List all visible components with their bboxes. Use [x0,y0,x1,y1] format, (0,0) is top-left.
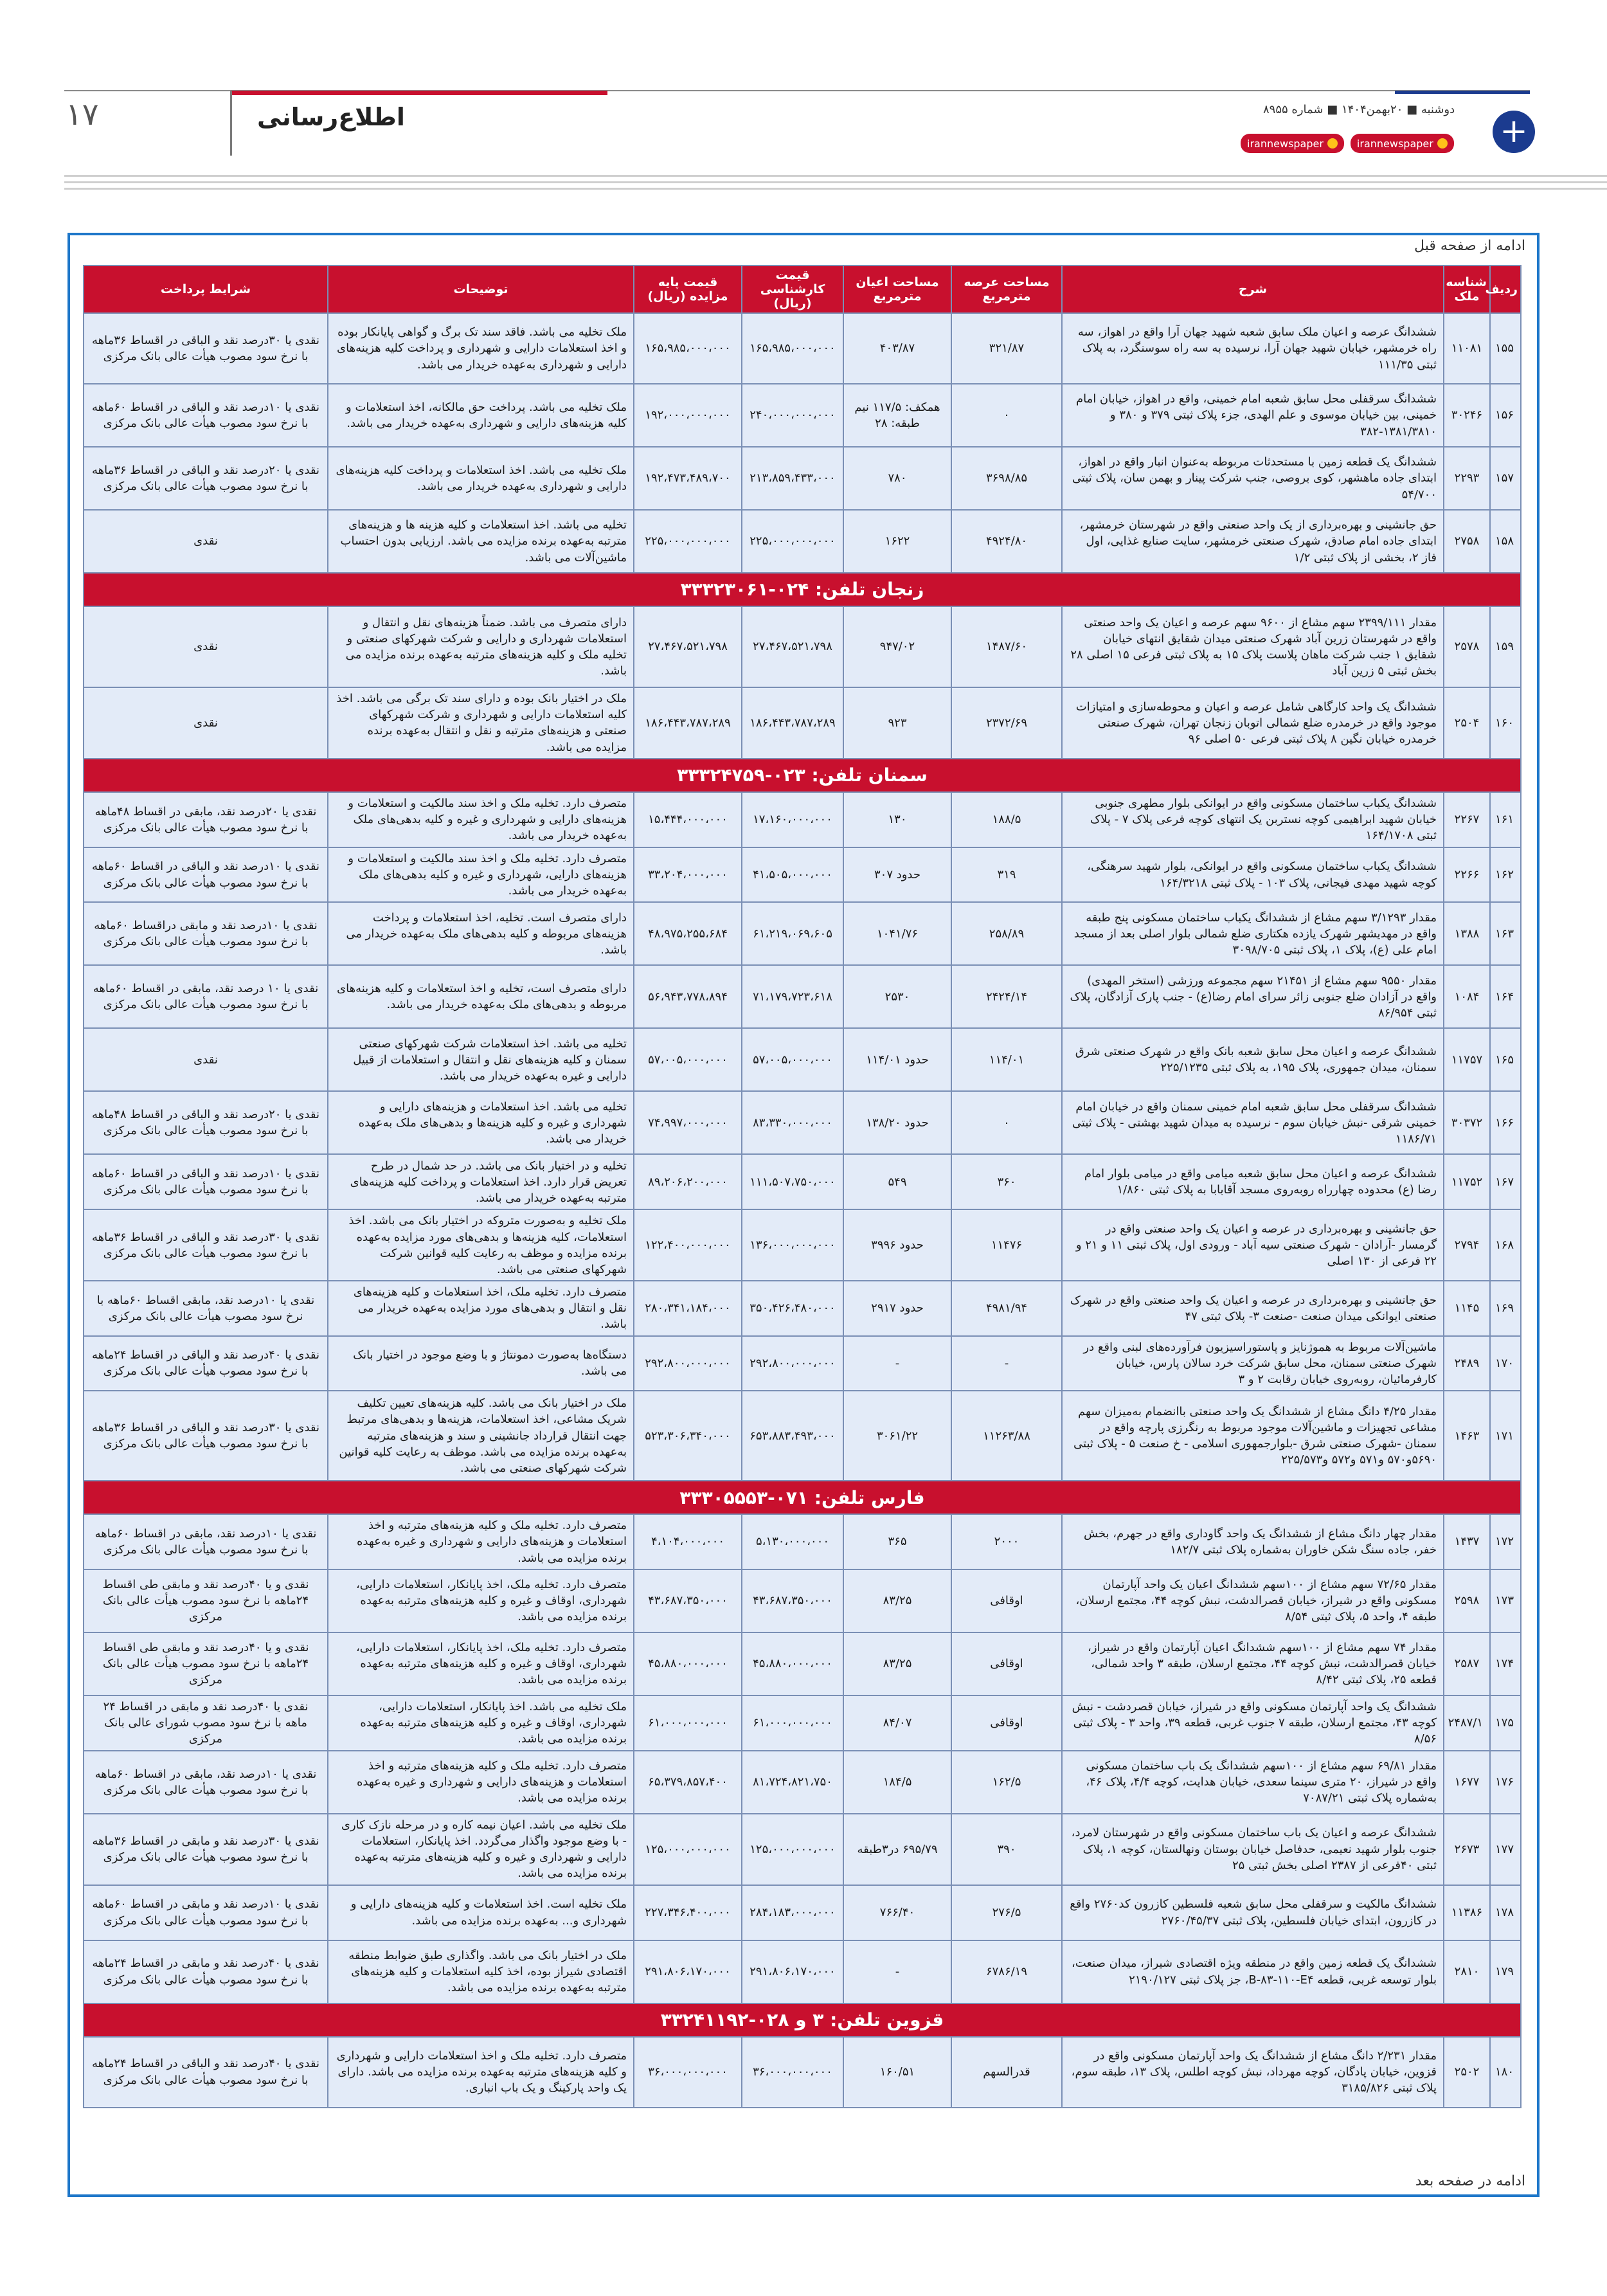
table-row [84,510,1521,573]
issue-info: دوشنبه ■ ۲۰بهمن۱۴۰۴ ■ شماره ۸۹۵۵ [1263,103,1455,116]
cell-desc: مقدار ۶۹/۸۱ سهم مشاع از ۱۰۰سهم ششدانگ یک باب ساختمان مسکونی واقع در شیراز، ۲۰ متری سینما سعدی، خیابان هدایت، کوچه ۴/۴، پلاک ۴۶، به‌شماره پلاک ثبتی ۷۰۸۷/۲۱ [1062,1751,1444,1814]
section-title: اطلاع‌رسانی [257,103,405,131]
cell-bld: ۱۶۲۲ [843,510,951,573]
table-row [84,1391,1521,1481]
cell-desc: مقدار ۷۴ سهم مشاع از ۱۰۰سهم ششدانگ اعیان آپارتمان واقع در شیراز، خیابان قصرالدشت، نبش کوچه ۴۴، مجتمع ارسلان، طبقه ۳ واحد شمالی، قطعه ۲۵، پلاک ثبتی ۸/۴۲ [1062,1632,1444,1695]
cell-note: متصرف دارد. تخلیه ملک، اخذ پایانکار، استعلامات دارایی، شهرداری، اوقاف و غیره و کلیه هزینه‌های مترتبه به‌عهده برنده مزایده می باشد. [328,1632,634,1695]
cell-note: متصرف دارد. تخلیه ملک و اخذ سند مالکیت و استعلامات و هزینه‌های دارایی، شهرداری و غیره و کلیه بدهی‌های ملک به‌عهده خریدار می باشد. [328,847,634,903]
cell-area: ۳۶۹۸/۸۵ [951,447,1062,510]
cell-exp: ۳۵۰،۴۲۶،۴۸۰،۰۰۰ [742,1281,843,1336]
cell-num: ۱۸۰ [1490,2037,1521,2108]
cell-code: ۲۵۸۷ [1444,1632,1490,1695]
column-header: شرح [1062,266,1444,313]
cell-exp: ۱۷،۱۶۰،۰۰۰،۰۰۰ [742,792,843,847]
cell-base: ۶۵،۳۷۹،۸۵۷،۴۰۰ [634,1751,742,1814]
cell-note: دستگاه‌ها به‌صورت دمونتاژ و با وضع موجود در اختیار بانک می باشد. [328,1336,634,1391]
cell-exp: ۷۱،۱۷۹،۷۲۳،۶۱۸ [742,965,843,1028]
cell-terms: نقدی [84,510,328,573]
cell-num: ۱۷۰ [1490,1336,1521,1391]
cell-desc: مقدار ۴/۲۵ دانگ مشاع از ششدانگ یک واحد صنعتی باانضمام به‌میزان سهم مشاعی تجهیزات و ماشین‌آلات موجود مربوط به رنگرزی پارچه واقع در سمنان -شهرک صنعتی شرق -بلوارجمهوری اسلامی - خ صنعت ۵ - پلاک ثبتی ۵۶۹۰و۵۷۰ و۵۷۱ و۵۷۲ و۲۲۵/۵۷۳ [1062,1391,1444,1481]
cell-terms: نقدی یا ۱۰درصد نقد، مابقی اقساط ۶۰ماهه با نرخ سود مصوب هیأت عالی بانک مرکزی [84,1281,328,1336]
cell-code: ۲۵۹۸ [1444,1569,1490,1632]
cell-note: ملک تخلیه می باشد. فاقد سند تک برگ و گواهی پایانکار بوده و اخذ استعلامات دارایی و شهرداری و پرداخت کلیه هزینه‌های دارایی و شهرداری به‌عهده خریدار می باشد. [328,313,634,384]
table-row [84,1569,1521,1632]
cell-exp: ۵،۱۳۰،۰۰۰،۰۰۰ [742,1514,843,1569]
cell-desc: ششدانگ یک قطعه زمین با مستحدثات مربوطه به‌عنوان انبار واقع در اهواز، ابتدای جاده ماهشهر، کوی بروصی، جنب شرکت پینار و بهمن سان، پلاک ثبتی ۵۴/۷۰۰ [1062,447,1444,510]
table-row [84,1885,1521,1940]
cell-num: ۱۷۳ [1490,1569,1521,1632]
cell-bld: - [843,1940,951,2003]
cell-code: ۲۴۸۹ [1444,1336,1490,1391]
cell-exp: ۸۳،۳۳۰،۰۰۰،۰۰۰ [742,1091,843,1154]
cell-base: ۱۲۵،۰۰۰،۰۰۰،۰۰۰ [634,1814,742,1885]
header-divider [64,188,1607,190]
cell-code: ۳۰۲۴۶ [1444,384,1490,447]
column-header: قیمت کارشناسی (ریال) [742,266,843,313]
cell-terms: نقدی یا ۱۰درصد نقد و الباقی در اقساط ۶۰ماهه با نرخ سود مصوب هیأت عالی بانک مرکزی [84,847,328,903]
cell-exp: ۸۱،۷۲۴،۸۲۱،۷۵۰ [742,1751,843,1814]
cell-num: ۱۶۴ [1490,965,1521,1028]
cell-bld: ۱۰۴۱/۷۶ [843,902,951,965]
cell-bld: ۹۲۳ [843,687,951,759]
cell-desc: مقدار ۳/۱۲۹۳ سهم مشاع از ششدانگ یکباب ساختمان مسکونی پنج طبقه واقع در مهدیشهر شهرک یازده هکتاری ضلع شمالی بلوار اصلی بعد از مسجد امام علی (ع)، پلاک ۱، پلاک ثبتی ۳۰۹۸/۷۰۵ [1062,902,1444,965]
cell-area: ۱۱۴۷۶ [951,1209,1062,1281]
column-header: قیمت پایه مزایده (ریال) [634,266,742,313]
cell-num: ۱۶۶ [1490,1091,1521,1154]
cell-area: - [951,1336,1062,1391]
cell-terms: نقدی یا ۲۰درصد نقد و الباقی در اقساط ۳۶ماهه با نرخ سود مصوب هیأت عالی بانک مرکزی [84,447,328,510]
social-handle-instagram[interactable]: irannewspaper [1241,134,1344,153]
cell-area: قدرالسهم [951,2037,1062,2108]
cell-area: ۱۶۲/۵ [951,1751,1062,1814]
cell-note: دارای متصرف است، تخلیه و اخذ استعلامات و کلیه هزینه‌های مربوطه و بدهی‌های ملک به‌عهده خریدار می باشد. [328,965,634,1028]
cell-note: تخلیه می باشد. اخذ استعلامات و کلیه هزینه ها و هزینه‌های مترتبه به‌عهده برنده مزایده می باشد. ارزیابی بدون احتساب ماشین‌آلات می باشد. [328,510,634,573]
cell-bld: ۴۰۳/۸۷ [843,313,951,384]
cell-code: ۱۱۴۵ [1444,1281,1490,1336]
table-row [84,1336,1521,1391]
brand-accent-bar [1395,91,1530,94]
cell-terms: نقدی یا ۱۰درصد نقد و مابقی دراقساط ۶۰ماهه با نرخ سود مصوب هیأت عالی بانک مرکزی [84,902,328,965]
cell-note: ملک تخلیه می باشد. اخذ پایانکار، استعلامات دارایی، شهرداری، اوقاف و غیره و کلیه هزینه‌های مترتبه به‌عهده برنده مزایده می باشد. [328,1695,634,1751]
cell-base: ۳۶،۰۰۰،۰۰۰،۰۰۰ [634,2037,742,2108]
cell-terms: نقدی یا ۴۰درصد نقد و الباقی در اقساط ۲۴ماهه با نرخ سود مصوب هیأت عالی بانک مرکزی [84,2037,328,2108]
column-header: مساحت اعیان مترمربع [843,266,951,313]
cell-terms: نقدی یا ۴۰درصد نقد و الباقی در اقساط ۲۴ماهه با نرخ سود مصوب هیأت عالی بانک مرکزی [84,1336,328,1391]
cell-exp: ۱۲۵،۰۰۰،۰۰۰،۰۰۰ [742,1814,843,1885]
cell-desc: ششدانگ یک واحد کارگاهی شامل عرصه و اعیان و محوطه‌سازی و امتیازات موجود واقع در خرمدره ضلع شمالی اتوبان زنجان تهران، شهرک صنعتی خرمدره خیابان نگین ۸ پلاک ثبتی فرعی ۵۰ اصلی ۹۶ [1062,687,1444,759]
cell-exp: ۲۹۱،۸۰۶،۱۷۰،۰۰۰ [742,1940,843,2003]
table-row [84,1028,1521,1091]
cell-area: ۲۳۷۲/۶۹ [951,687,1062,759]
cell-code: ۱۰۸۴ [1444,965,1490,1028]
table-row [84,447,1521,510]
table-row [84,1514,1521,1569]
cell-num: ۱۶۰ [1490,687,1521,759]
cell-code: ۲۵۰۲ [1444,2037,1490,2108]
cell-bld: ۳۰۶۱/۲۲ [843,1391,951,1481]
cell-base: ۱۸۶،۴۴۳،۷۸۷،۲۸۹ [634,687,742,759]
cell-terms: نقدی و یا ۴۰درصد نقد و مابقی طی اقساط ۲۴ماهه با نرخ سود مصوب هیأت عالی بانک مرکزی [84,1569,328,1632]
cell-code: ۲۲۹۳ [1444,447,1490,510]
cell-note: ملک تخلیه می باشد. پرداخت حق مالکانه، اخذ استعلامات و کلیه هزینه‌های دارایی و شهرداری به‌عهده خریدار می باشد. [328,384,634,447]
cell-exp: ۱۱۱،۵۰۷،۷۵۰،۰۰۰ [742,1154,843,1209]
cell-num: ۱۷۸ [1490,1885,1521,1940]
cell-note: ملک تخلیه می باشد. اخذ استعلامات و پرداخت کلیه هزینه‌های دارایی و شهرداری به‌عهده خریدار می باشد. [328,447,634,510]
cell-num: ۱۶۵ [1490,1028,1521,1091]
cell-area: ۶۷۸۶/۱۹ [951,1940,1062,2003]
cell-base: ۲۷،۴۶۷،۵۲۱،۷۹۸ [634,606,742,687]
cell-exp: ۶۱،۰۰۰،۰۰۰،۰۰۰ [742,1695,843,1751]
cell-terms: نقدی و یا ۴۰درصد نقد و مابقی طی اقساط ۲۴ماهه با نرخ سود مصوب هیأت عالی بانک مرکزی [84,1632,328,1695]
table-row [84,847,1521,903]
province-contact: فارس تلفن: ۰۷۱-۳۳۳۰۵۵۵۳ [84,1481,1521,1514]
cell-desc: ششدانگ عرصه و اعیان ملک سابق شعبه شهید جهان آرا واقع در اهواز، سه راه خرمشهر، خیابان شهید جهان آرا، نرسیده به سه راه سوسنگرد، به پلاک ثبتی ۱۱۱/۳۵ [1062,313,1444,384]
cell-num: ۱۷۵ [1490,1695,1521,1751]
auction-listing-frame [67,233,1540,2197]
cell-note: ملک در اختیار بانک می باشد. کلیه هزینه‌های تعیین تکلیف شریک مشاعی، اخذ استعلامات، هزینه‌ها و بدهی‌های مرتبط جهت انتقال قرارداد جانشینی و سند و هزینه‌های مترتبه به‌عهده برنده مزایده می باشد. موظف به رعایت کلیه قوانین شرکت شهرکهای صنعتی می باشد. [328,1391,634,1481]
cell-exp: ۶۱،۲۱۹،۰۶۹،۶۰۵ [742,902,843,965]
cell-desc: ششدانگ یک قطعه زمین واقع در منطقه ویژه اقتصادی شیراز، میدان صنعت، بلوار توسعه غربی، قطعه B-۸۳-۱۱۰-E۴، جز پلاک ثبتی ۲۱۹۰/۱۲۷ [1062,1940,1444,2003]
page-number: ۱۷ [66,96,99,132]
cell-code: ۲۵۷۸ [1444,606,1490,687]
cell-terms: نقدی [84,606,328,687]
column-header: ردیف [1490,266,1521,313]
cell-area: ۱۴۸۷/۶۰ [951,606,1062,687]
cell-desc: ششدانگ عرصه و اعیان محل سابق شعبه میامی واقع در میامی بلوار امام رضا (ع) محدوده چهارراه روبه‌روی مسجد آقابابا به پلاک ثبتی ۱/۸۶۰ [1062,1154,1444,1209]
cell-exp: ۶۵۳،۸۸۳،۴۹۳،۰۰۰ [742,1391,843,1481]
table-row [84,792,1521,847]
cell-terms: نقدی یا ۱۰درصد نقد و مابقی در اقساط ۶۰ماهه با نرخ سود مصوب هیأت عالی بانک مرکزی [84,1885,328,1940]
cell-base: ۴۵،۸۸۰،۰۰۰،۰۰۰ [634,1632,742,1695]
cell-exp: ۴۳،۶۸۷،۳۵۰،۰۰۰ [742,1569,843,1632]
cell-terms: نقدی یا ۳۰درصد نقد و مابقی در اقساط ۳۶ماهه با نرخ سود مصوب هیأت عالی بانک مرکزی [84,1814,328,1885]
cell-area: ۰ [951,1091,1062,1154]
cell-num: ۱۷۱ [1490,1391,1521,1481]
cell-note: ملک تخلیه و به‌صورت متروکه در اختیار بانک می باشد. اخذ استعلامات، کلیه هزینه‌ها و بدهی‌های مورد مزایده به‌عهده برنده مزایده و موظف به رعایت کلیه قوانین شرکت شهرکهای صنعتی می باشد. [328,1209,634,1281]
cell-code: ۳۰۳۷۲ [1444,1091,1490,1154]
cell-bld: ۱۸۴/۵ [843,1751,951,1814]
cell-note: متصرف دارد. تخلیه ملک و اخذ سند مالکیت و استعلامات و هزینه‌های دارایی و شهرداری و غیره و کلیه بدهی‌های ملک به‌عهده خریدار می باشد. [328,792,634,847]
table-body [84,313,1521,2108]
cell-note: متصرف دارد. تخلیه ملک، اخذ پایانکار، استعلامات دارایی، شهرداری، اوقاف و غیره و کلیه هزینه‌های مترتبه به‌عهده برنده مزایده می باشد. [328,1569,634,1632]
table-row [84,1632,1521,1695]
cell-code: ۱۶۷۷ [1444,1751,1490,1814]
cell-bld: حدود ۳۰۷ [843,847,951,903]
cell-note: ملک در اختیار بانک بوده و دارای سند تک برگی می باشد. اخذ کلیه استعلامات دارایی و شهرداری و شرکت شهرکهای صنعتی و هزینه‌های مترتبه و نقل و انتقال به‌عهده برنده مزایده می باشد. [328,687,634,759]
cell-num: ۱۵۷ [1490,447,1521,510]
cell-exp: ۴۱،۵۰۵،۰۰۰،۰۰۰ [742,847,843,903]
instagram-icon [1327,138,1338,149]
cell-exp: ۱۳۶،۰۰۰،۰۰۰،۰۰۰ [742,1209,843,1281]
cell-desc: ششدانگ یک واحد آپارتمان مسکونی واقع در شیراز، خیابان قصردشت - نبش کوچه ۴۳، مجتمع ارسلان، طبقه ۷ جنوب غربی، قطعه ۳۹، واحد ۳ - پلاک ثبتی ۸/۵۶ [1062,1695,1444,1751]
cell-exp: ۲۲۵،۰۰۰،۰۰۰،۰۰۰ [742,510,843,573]
cell-note: متصرف دارد. تخلیه ملک، اخذ استعلامات و کلیه هزینه‌های نقل و انتقال و بدهی‌های مورد مزایده به‌عهده خریدار می باشد. [328,1281,634,1336]
cell-bld: حدود ۲۹۱۷ [843,1281,951,1336]
cell-base: ۱۹۲،۴۷۳،۴۸۹،۷۰۰ [634,447,742,510]
newspaper-logo[interactable]: + [1493,111,1535,153]
cell-desc: ششدانگ مالکیت و سرقفلی محل سابق شعبه فلسطین کازرون کد۲۷۶۰ واقع در کازرون، ابتدای خیابان فلسطین، پلاک ثبتی ۲۷۶۰/۴۵/۳۷ [1062,1885,1444,1940]
cell-base: ۲۲۷،۳۴۶،۴۰۰،۰۰۰ [634,1885,742,1940]
cell-base: ۲۹۲،۸۰۰،۰۰۰،۰۰۰ [634,1336,742,1391]
cell-code: ۱۱۷۵۲ [1444,1154,1490,1209]
cell-note: ملک در اختیار بانک می باشد. واگذاری طبق ضوابط منطقه اقتصادی شیراز بوده، اخذ کلیه استعلامات و کلیه هزینه‌های مترتبه به‌عهده برنده مزایده می باشد. [328,1940,634,2003]
table-row [84,687,1521,759]
cell-code: ۲۲۶۶ [1444,847,1490,903]
cell-code: ۲۴۸۷/۱ [1444,1695,1490,1751]
cell-base: ۴۳،۶۸۷،۳۵۰،۰۰۰ [634,1569,742,1632]
cell-area: ۰ [951,384,1062,447]
cell-code: ۱۴۳۷ [1444,1514,1490,1569]
cell-bld: ۳۶۵ [843,1514,951,1569]
cell-bld: ۱۳۰ [843,792,951,847]
cell-num: ۱۵۶ [1490,384,1521,447]
cell-terms: نقدی یا ۳۰درصد نقد و الباقی در اقساط ۳۶ماهه با نرخ سود مصوب هیأت عالی بانک مرکزی [84,1391,328,1481]
table-row [84,1281,1521,1336]
table-row [84,1751,1521,1814]
cell-base: ۸۹،۲۰۶،۲۰۰،۰۰۰ [634,1154,742,1209]
cell-bld: ۸۳/۲۵ [843,1569,951,1632]
cell-area: ۴۹۲۴/۸۰ [951,510,1062,573]
province-contact: زنجان تلفن: ۰۲۴-۳۳۳۲۳۰۶۱ [84,573,1521,606]
cell-num: ۱۶۳ [1490,902,1521,965]
cell-base: ۴۸،۹۷۵،۲۵۵،۶۸۴ [634,902,742,965]
cell-area: اوقافی [951,1695,1062,1751]
social-handle-telegram[interactable]: irannewspaper [1351,134,1454,153]
cell-base: ۱۵،۴۴۴،۰۰۰،۰۰۰ [634,792,742,847]
cell-bld: ۶۹۵/۷۹ در۳طبقه [843,1814,951,1885]
cell-exp: ۲۷،۴۶۷،۵۲۱،۷۹۸ [742,606,843,687]
cell-code: ۱۱۷۵۷ [1444,1028,1490,1091]
cell-exp: ۲۱۳،۸۵۹،۴۳۳،۰۰۰ [742,447,843,510]
cell-terms: نقدی یا ۱۰درصد نقد و الباقی در اقساط ۶۰ماهه با نرخ سود مصوب هیأت عالی بانک مرکزی [84,1154,328,1209]
cell-terms: نقدی یا ۱۰درصد نقد، مابقی در اقساط ۶۰ماهه با نرخ سود مصوب هیأت عالی بانک مرکزی [84,1514,328,1569]
cell-area: ۲۷۶/۵ [951,1885,1062,1940]
cell-exp: ۳۶،۰۰۰،۰۰۰،۰۰۰ [742,2037,843,2108]
cell-num: ۱۵۵ [1490,313,1521,384]
cell-area: ۱۱۲۶۳/۸۸ [951,1391,1062,1481]
cell-desc: ششدانگ یکباب ساختمان مسکونی واقع در ایوانکی بلوار مطهری جنوبی خیابان شهید ابراهیمی کوچه نستربن یک انتهای کوچه فرعی پلاک ۷ - پلاک ثبتی ۱۶۴/۱۷۰۸ [1062,792,1444,847]
table-row [84,1209,1521,1281]
cell-bld: حدود ۳۹۹۶ [843,1209,951,1281]
province-contact: سمنان تلفن: ۰۲۳-۳۳۳۲۴۷۵۹ [84,759,1521,792]
cell-desc: ششدانگ عرصه و اعیان یک باب ساختمان مسکونی واقع در شهرستان لامرد، جنوب بلوار شهید نعیمی، حدفاصل خیابان بوستان ونهالستان، کوچه ۱، پلاک ثبتی ۴۰فرعی از ۲۳۸۷ اصلی بخش ثبتی ۲۵ [1062,1814,1444,1885]
cell-code: ۱۱۳۸۶ [1444,1885,1490,1940]
table-header-row [84,266,1521,313]
cell-terms: نقدی [84,1028,328,1091]
cell-code: ۲۵۰۴ [1444,687,1490,759]
cell-base: ۲۸۰،۳۴۱،۱۸۴،۰۰۰ [634,1281,742,1336]
province-header-row [84,573,1521,606]
cell-note: ملک تخلیه می باشد. اعیان نیمه کاره و در مرحله نازک کاری - با وضع موجود واگذار می‌گردد. اخذ پایانکار، استعلامات دارایی و شهرداری و غیره و کلیه هزینه‌های مترتبه به‌عهده برنده مزایده می باشد. [328,1814,634,1885]
cell-code: ۱۱۰۸۱ [1444,313,1490,384]
cell-desc: ششدانگ سرقفلی محل سابق شعبه امام خمینی سمنان واقع در خیابان امام خمینی شرقی -نبش خیابان سوم - نرسیده به میدان شهید بهشتی - پلاک ثبتی ۱۱۸۶/۷۱ [1062,1091,1444,1154]
cell-terms: نقدی یا ۲۰درصد نقد و الباقی در اقساط ۴۸ماهه با نرخ سود مصوب هیأت عالی بانک مرکزی [84,1091,328,1154]
cell-desc: ماشین‌آلات مربوط به هموژنایز و پاستوراسیزیون فرآورده‌های لبنی واقع در شهرک صنعتی سمنان، محل سابق شرکت خرد سالان پارس، خیابان کارفرمائیان، روبه‌روی خیابان رقابت ۲ و ۳ [1062,1336,1444,1391]
cell-bld: ۹۴۷/۰۲ [843,606,951,687]
cell-area: ۱۸۸/۵ [951,792,1062,847]
cell-desc: حق جانشینی و بهره‌برداری در عرصه و اعیان یک واحد صنعتی واقع در شهرک صنعتی ایوانکی میدان صنعت -صنعت ۳- پلاک ثبتی ۴۷ [1062,1281,1444,1336]
cell-bld: ۱۶۰/۵۱ [843,2037,951,2108]
cell-area: ۲۴۲۴/۱۴ [951,965,1062,1028]
table-row [84,902,1521,965]
cell-desc: ششدانگ عرصه و اعیان محل سابق شعبه بانک واقع در شهرک صنعتی شرق سمنان، میدان جمهوری، پلاک ۱۹۵، به پلاک ثبتی ۲۲۵/۱۲۳۵ [1062,1028,1444,1091]
cell-area: ۲۰۰۰ [951,1514,1062,1569]
cell-area: ۲۵۸/۸۹ [951,902,1062,965]
cell-num: ۱۶۸ [1490,1209,1521,1281]
cell-exp: ۱۶۵،۹۸۵،۰۰۰،۰۰۰ [742,313,843,384]
cell-base: ۲۹۱،۸۰۶،۱۷۰،۰۰۰ [634,1940,742,2003]
province-contact: قزوین تلفن: ۳ و ۰۲۸-۳۳۲۴۱۱۹۲ [84,2003,1521,2037]
cell-exp: ۵۷،۰۰۵،۰۰۰،۰۰۰ [742,1028,843,1091]
cell-area: اوقافی [951,1632,1062,1695]
cell-code: ۲۷۵۸ [1444,510,1490,573]
cell-base: ۳۳،۲۰۴،۰۰۰،۰۰۰ [634,847,742,903]
cell-area: ۴۹۸۱/۹۴ [951,1281,1062,1336]
cell-bld: ۸۴/۰۷ [843,1695,951,1751]
province-header-row [84,1481,1521,1514]
cell-terms: نقدی یا ۳۰درصد نقد و الباقی در اقساط ۳۶ماهه با نرخ سود مصوب هیأت عالی بانک مرکزی [84,313,328,384]
cell-desc: ششدانگ یکباب ساختمان مسکونی واقع در ایوانکی، بلوار شهید سرهنگی، کوچه شهید مهدی فیجانی، پلاک ۱۰۳ - پلاک ثبتی ۱۶۴/۳۲۱۸ [1062,847,1444,903]
cell-num: ۱۶۱ [1490,792,1521,847]
province-header-row [84,2003,1521,2037]
cell-note: متصرف دارد. تخلیه ملک و کلیه هزینه‌های مترتبه و اخذ استعلامات و هزینه‌های دارایی و شهرداری و غیره به‌عهده برنده مزایده می باشد. [328,1751,634,1814]
cell-code: ۱۳۸۸ [1444,902,1490,965]
cell-num: ۱۷۲ [1490,1514,1521,1569]
header-divider [64,181,1607,183]
continued-from-note: ادامه از صفحه قبل [1414,238,1525,254]
cell-terms: نقدی یا ۱۰درصد نقد، مابقی در اقساط ۶۰ماهه با نرخ سود مصوب هیأت عالی بانک مرکزی [84,1751,328,1814]
cell-terms: نقدی یا ۳۰درصد نقد و الباقی در اقساط ۳۶ماهه با نرخ سود مصوب هیأت عالی بانک مرکزی [84,1209,328,1281]
cell-area: ۳۲۱/۸۷ [951,313,1062,384]
cell-area: اوقافی [951,1569,1062,1632]
table-row [84,965,1521,1028]
column-header: توضیحات [328,266,634,313]
cell-desc: ششدانگ سرقفلی محل سابق شعبه امام خمینی، واقع در اهواز، خیابان امام خمینی، بین خیابان موسوی و علم الهدی، جزء پلاک ثبتی ۳۷۹ و ۳۸۰ و ۱۳۸۱/۳۸۱۰-۳۸۲ [1062,384,1444,447]
cell-code: ۲۸۱۰ [1444,1940,1490,2003]
cell-terms: نقدی [84,687,328,759]
cell-exp: ۴۵،۸۸۰،۰۰۰،۰۰۰ [742,1632,843,1695]
cell-base: ۷۴،۹۹۷،۰۰۰،۰۰۰ [634,1091,742,1154]
cell-note: دارای متصرف است. تخلیه، اخذ استعلامات و پرداخت هزینه‌های مربوطه و کلیه بدهی‌های ملک به‌عهده خریدار می باشد. [328,902,634,965]
continued-to-note: ادامه در صفحه بعد [1415,2173,1525,2189]
cell-terms: نقدی یا ۱۰درصد نقد و الباقی در اقساط ۶۰ماهه با نرخ سود مصوب هیأت عالی بانک مرکزی [84,384,328,447]
cell-note: تخلیه و در اختیار بانک می باشد. در حد شمال در طرح تعریض قرار دارد. اخذ استعلامات و پرداخت کلیه هزینه‌های مترتبه به‌عهده خریدار می باشد. [328,1154,634,1209]
cell-desc: مقدار ۷۲/۶۵ سهم مشاع از ۱۰۰سهم ششدانگ اعیان یک واحد آپارتمان مسکونی واقع در شیراز، خیابان قصرالدشت، نبش کوچه ۴۴، مجتمع ارسلان، طبقه ۴، واحد ۵، پلاک ثبتی ۸/۵۴ [1062,1569,1444,1632]
cell-exp: ۱۸۶،۴۴۳،۷۸۷،۲۸۹ [742,687,843,759]
cell-desc: مقدار ۲۳۹۹/۱۱۱ سهم مشاع از ۹۶۰۰ سهم عرصه و اعیان یک واحد صنعتی واقع در شهرستان زرین آباد شهرک صنعتی میدان شقایق انتهای خیابان شقایق ۱ جنب شرکت ماهان پلاست پلاک ۱۵ به پلاک ثبتی فرعی ۱۵ اصلی ۲۸ بخش ثبتی ۵ زرین آباد [1062,606,1444,687]
table-row [84,1154,1521,1209]
cell-num: ۱۵۹ [1490,606,1521,687]
cell-num: ۱۶۲ [1490,847,1521,903]
cell-exp: ۲۹۲،۸۰۰،۰۰۰،۰۰۰ [742,1336,843,1391]
cell-terms: نقدی یا ۴۰درصد نقد و مابقی در اقساط ۲۴ماهه با نرخ سود مصوب هیأت عالی بانک مرکزی [84,1940,328,2003]
cell-code: ۲۶۷۳ [1444,1814,1490,1885]
cell-base: ۶۱،۰۰۰،۰۰۰،۰۰۰ [634,1695,742,1751]
cell-desc: مقدار ۲/۲۳۱ دانگ مشاع از ششدانگ یک واحد آپارتمان مسکونی واقع در قزوین، خیابان پادگان، کوچه مهرداد، نبش کوچه اطلس، پلاک ۱۳، طبقه سوم، پلاک ثبتی ۳۱۸۵/۸۲۶ [1062,2037,1444,2108]
cell-note: متصرف دارد. تخلیه ملک و کلیه هزینه‌های مترتبه و اخذ استعلامات و هزینه‌های دارایی و شهرداری و غیره به‌عهده برنده مزایده می باشد. [328,1514,634,1569]
cell-bld: ۸۳/۲۵ [843,1632,951,1695]
cell-base: ۱۹۲،۰۰۰،۰۰۰،۰۰۰ [634,384,742,447]
cell-bld: ۵۴۹ [843,1154,951,1209]
province-header-row [84,759,1521,792]
cell-area: ۳۱۹ [951,847,1062,903]
cell-num: ۱۷۴ [1490,1632,1521,1695]
cell-num: ۱۷۶ [1490,1751,1521,1814]
table-row [84,384,1521,447]
column-header: شناسه ملک [1444,266,1490,313]
column-header: شرایط پرداخت [84,266,328,313]
cell-bld: حدود ۱۱۴/۰۱ [843,1028,951,1091]
header-divider [64,175,1607,177]
cell-base: ۱۶۵،۹۸۵،۰۰۰،۰۰۰ [634,313,742,384]
cell-num: ۱۷۹ [1490,1940,1521,2003]
cell-bld: ۲۵۳۰ [843,965,951,1028]
cell-note: دارای متصرف می باشد. ضمناً هزینه‌های نقل و انتقال و استعلامات شهرداری و دارایی و شرکت شهرکهای صنعتی و تخلیه ملک و کلیه هزینه‌های مترتبه به‌عهده برنده مزایده می باشد. [328,606,634,687]
cell-note: تخلیه می باشد. اخذ استعلامات و هزینه‌های دارایی و شهرداری و غیره و کلیه هزینه‌ها و بدهی‌های ملک به‌عهده خریدار می باشد. [328,1091,634,1154]
cell-exp: ۲۸۴،۱۸۳،۰۰۰،۰۰۰ [742,1885,843,1940]
section-accent-bar [231,91,607,95]
cell-base: ۵۲۳،۳۰۶،۳۴۰،۰۰۰ [634,1391,742,1481]
cell-bld: ۷۶۶/۴۰ [843,1885,951,1940]
cell-num: ۱۶۹ [1490,1281,1521,1336]
cell-area: ۳۶۰ [951,1154,1062,1209]
telegram-icon [1437,138,1448,149]
cell-code: ۲۲۶۷ [1444,792,1490,847]
cell-note: تخلیه می باشد. اخذ استعلامات شرکت شهرکهای صنعتی سمنان و کلیه هزینه‌های نقل و انتقال و استعلامات از قبیل دارایی و غیره به‌عهده خریدار می باشد. [328,1028,634,1091]
cell-num: ۱۶۷ [1490,1154,1521,1209]
social-handles [1241,134,1454,153]
cell-bld: همکف: ۱۱۷/۵ نیم طبقه: ۲۸ [843,384,951,447]
cell-base: ۱۲۲،۴۰۰،۰۰۰،۰۰۰ [634,1209,742,1281]
masthead-separator [230,91,232,156]
cell-desc: حق جانشینی و بهره‌برداری از یک واحد صنعتی واقع در شهرستان خرمشهر، ابتدای جاده امام صادق، شهرک صنعتی خرمشهر، سایت صنایع غذایی، اول فاز ۲، بخشی از پلاک ثبتی ۱/۲ [1062,510,1444,573]
table-row [84,1814,1521,1885]
cell-terms: نقدی یا ۴۰درصد نقد و مابقی در اقساط ۲۴ ماهه با نرخ سود مصوب شورای عالی بانک مرکزی [84,1695,328,1751]
table-row [84,606,1521,687]
cell-base: ۲۲۵،۰۰۰،۰۰۰،۰۰۰ [634,510,742,573]
cell-exp: ۲۴۰،۰۰۰،۰۰۰،۰۰۰ [742,384,843,447]
cell-desc: مقدار ۹۵۵۰ سهم مشاع از ۲۱۴۵۱ سهم مجموعه ورزشی (استخر المهدی) واقع در آزادان ضلع جنوبی زائر سرای امام رضا(ع) - جنب پارک آزادگان، پلاک ثبتی ۸۶/۹۵۴ [1062,965,1444,1028]
table-row [84,1091,1521,1154]
cell-num: ۱۷۷ [1490,1814,1521,1885]
cell-base: ۵۶،۹۴۳،۷۷۸،۸۹۴ [634,965,742,1028]
cell-bld: ۷۸۰ [843,447,951,510]
table-row [84,313,1521,384]
auction-table [83,265,1522,2108]
cell-bld: حدود ۱۳۸/۲۰ [843,1091,951,1154]
cell-note: متصرف دارد. تخلیه ملک و اخذ استعلامات دارایی و شهرداری و کلیه هزینه‌های مترتبه به‌عهده برنده مزایده می باشد. دارای یک واحد پارکینگ و یک باب انباری. [328,2037,634,2108]
cell-terms: نقدی یا ۱۰ درصد نقد، مابقی در اقساط ۶۰ماهه با نرخ سود مصوب هیأت عالی بانک مرکزی [84,965,328,1028]
table-row [84,1940,1521,2003]
column-header: مساحت عرصه مترمربع [951,266,1062,313]
cell-code: ۲۷۹۴ [1444,1209,1490,1281]
cell-area: ۳۹۰ [951,1814,1062,1885]
cell-desc: مقدار چهار دانگ مشاع از ششدانگ یک واحد گاوداری واقع در جهرم، بخش خفر، جاده سنگ شکن خاوران به‌شماره پلاک ثبتی ۱۸۲/۷ [1062,1514,1444,1569]
cell-terms: نقدی یا ۲۰درصد نقد، مابقی در اقساط ۴۸ماهه با نرخ سود مصوب هیأت عالی بانک مرکزی [84,792,328,847]
cell-bld: - [843,1336,951,1391]
cell-area: ۱۱۴/۰۱ [951,1028,1062,1091]
table-row [84,2037,1521,2108]
cell-base: ۵۷،۰۰۵،۰۰۰،۰۰۰ [634,1028,742,1091]
cell-desc: حق جانشینی و بهره‌برداری در عرصه و اعیان یک واحد صنعتی واقع در گرمسار -آرادان - شهرک صنعتی سیه آباد - ورودی اول، پلاک ثبتی ۱۱ و ۲۱ و ۲۲ فرعی از ۱۳۰ اصلی [1062,1209,1444,1281]
cell-base: ۴،۱۰۴،۰۰۰،۰۰۰ [634,1514,742,1569]
cell-code: ۱۴۶۳ [1444,1391,1490,1481]
table-row [84,1695,1521,1751]
cell-num: ۱۵۸ [1490,510,1521,573]
cell-note: ملک تخلیه است. اخذ استعلامات و کلیه هزینه‌های دارایی و شهرداری و... به‌عهده برنده مزایده می باشد. [328,1885,634,1940]
